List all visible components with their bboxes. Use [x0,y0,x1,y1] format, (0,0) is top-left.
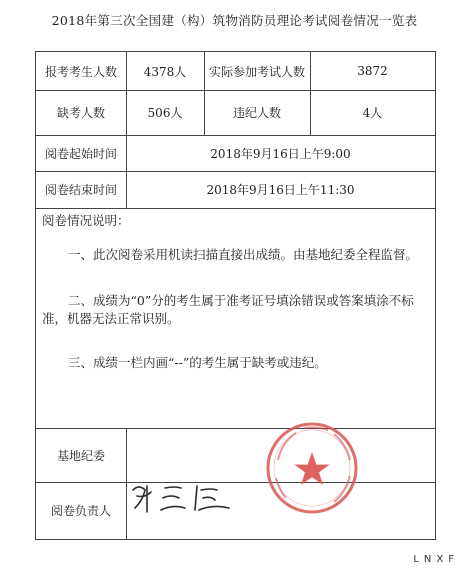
absent-label: 缺考人数 [56,106,105,120]
absent-value: 506人 [147,106,183,120]
start-time-value: 2018年9月16日上午9:00 [210,146,351,161]
note-item-2: 二、成绩为“0”分的考生属于准考证号填涂错误或答案填涂不标准，机器无法正常识别。 [42,293,414,326]
official-seal-icon [264,420,360,516]
violation-label: 违纪人数 [232,106,281,120]
row-divider [36,208,435,209]
end-time-label: 阅卷结束时间 [44,183,117,197]
committee-label: 基地纪委 [56,448,105,463]
end-time-value: 2018年9月16日上午11:30 [206,183,355,197]
notes-section [36,210,435,372]
attended-value: 3872 [357,64,388,78]
page-title: 2018年第三次全国建（构）筑物消防员理论考试阅卷情况一览表 [51,13,418,28]
violation-value: 4人 [362,106,383,120]
attended-label: 实际参加考试人数 [208,64,305,79]
start-time-label: 阅卷起始时间 [44,146,117,161]
notes-heading: 阅卷情况说明： [42,213,130,228]
note-item-3: 三、成绩一栏内画“--”的考生属于缺考或违纪。 [68,355,327,370]
note-item-1: 一、此次阅卷采用机读扫描直接出成绩。由基地纪委全程监督。 [68,247,419,262]
watermark-text: LNXF [413,554,459,565]
signature-icon [125,478,235,518]
registered-label: 报考考生人数 [44,64,117,79]
responsible-label: 阅卷负责人 [50,504,111,518]
registered-value: 4378人 [143,64,187,79]
summary-table [35,51,436,540]
